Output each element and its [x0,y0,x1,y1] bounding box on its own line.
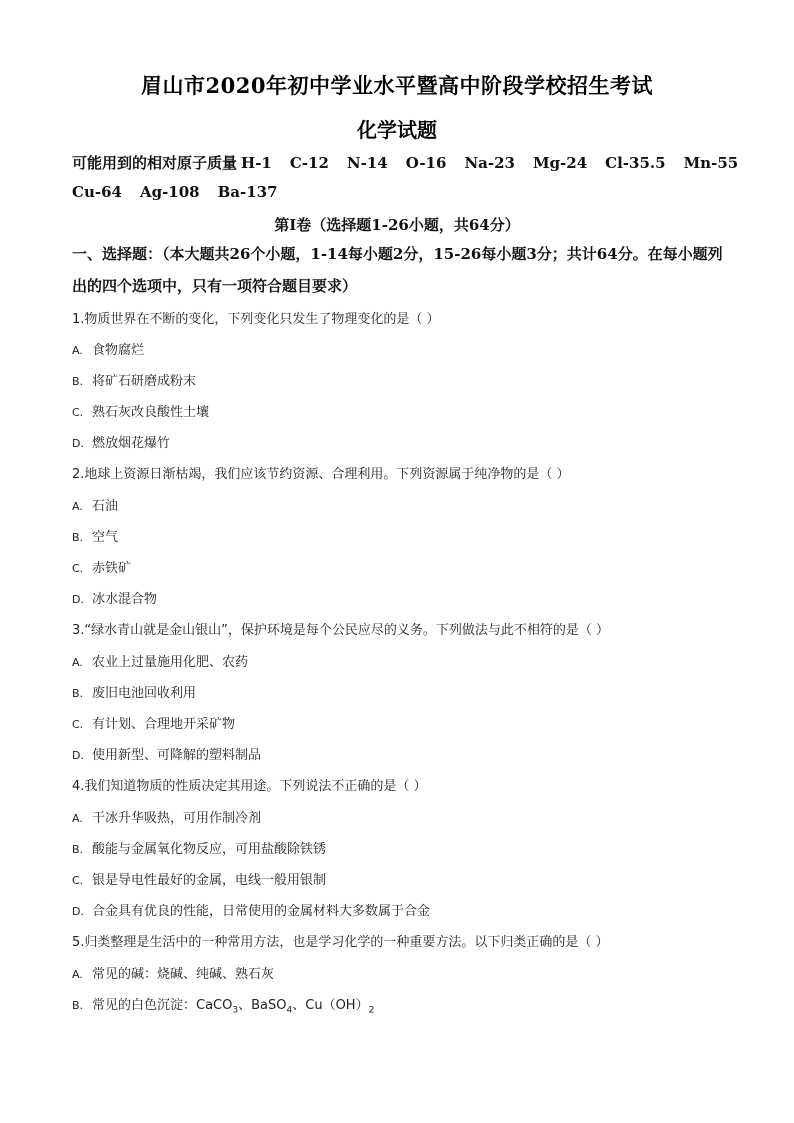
option-letter: D. [72,749,84,762]
option-letter: A. [72,656,83,669]
question-1-option-a[interactable] [72,339,144,358]
mass-ba: Ba-137 [217,183,278,201]
mass-mg: Mg-24 [532,154,588,172]
question-3-option-b[interactable] [72,682,196,701]
question-1-option-b[interactable] [72,370,196,389]
question-4-option-a[interactable] [72,807,261,826]
option-text: 农业上过量施用化肥、农药 [92,655,249,670]
question-1-option-c[interactable] [72,401,209,420]
question-5-option-a[interactable] [72,963,274,982]
option-letter: A. [72,344,83,357]
mass-o: O-16 [405,154,447,172]
option-text: 合金具有优良的性能，日常使用的金属材料大多数属于合金 [92,904,431,919]
option-letter: D. [72,593,84,606]
option-letter: B. [72,531,84,544]
option-text: 常见的白色沉淀： [92,998,197,1013]
option-text: 赤铁矿 [92,561,132,576]
mass-na: Na-23 [464,154,515,172]
option-letter: C. [72,562,84,575]
option-letter: A. [72,812,83,825]
option-letter: B. [72,843,84,856]
option-text: 干冰升华吸热，可用作制冷剂 [92,811,262,826]
formula-cuoh2: $Cu(OH)_2$ [305,998,375,1016]
question-4-stem: 4.我们知道物质的性质决定其用途。下列说法不正确的是（ ） [72,779,427,794]
exam-title: 眉山市2020年初中学业水平暨高中阶段学校招生考试 [141,73,653,98]
option-text: 废旧电池回收利用 [92,686,197,701]
option-letter: D. [72,905,84,918]
option-text: 将矿石研磨成粉末 [92,374,197,389]
question-2-stem: 2.地球上资源日渐枯竭，我们应该节约资源、合理利用。下列资源属于纯净物的是（ ） [72,467,570,482]
question-3-option-c[interactable] [72,713,235,732]
option-letter: A. [72,500,83,513]
question-2-option-c[interactable] [72,557,131,576]
question-3-option-a[interactable] [72,651,248,670]
question-3-option-d[interactable] [72,744,261,763]
option-text: 常见的碱：烧碱、纯碱、熟石灰 [92,967,275,982]
formula-separator: 、 [238,998,252,1013]
formula-separator: 、 [292,998,306,1013]
mass-c: C-12 [289,154,329,172]
option-letter: B. [72,375,84,388]
question-1-option-d[interactable] [72,432,170,451]
atomic-masses-row-2 [72,183,296,201]
option-text: 冰水混合物 [92,592,158,607]
option-text: 石油 [92,499,119,514]
mass-n: N-14 [346,154,388,172]
question-5-option-b[interactable] [72,994,374,1016]
question-5-stem: 5.归类整理是生活中的一种常用方法，也是学习化学的一种重要方法。以下归类正确的是（ ） [72,935,609,950]
option-text: 熟石灰改良酸性土壤 [92,405,210,420]
option-letter: C. [72,406,84,419]
option-text: 银是导电性最好的金属，电线一般用银制 [92,873,327,888]
option-text: 使用新型、可降解的塑料制品 [92,748,262,763]
question-3-stem: 3.“绿水青山就是金山银山”，保护环境是每个公民应尽的义务。下列做法与此不相符的是（ ） [72,623,610,638]
question-4-option-d[interactable] [72,900,430,919]
question-1-stem: 1.物质世界在不断的变化，下列变化只发生了物理变化的是（ ） [72,312,440,327]
mass-h: H-1 [241,154,272,172]
option-text: 酸能与金属氧化物反应，可用盐酸除铁锈 [92,842,327,857]
formula-baso4: BaSO$_4$ [251,998,293,1016]
mass-cl: Cl-35.5 [605,154,666,172]
question-2-option-d[interactable] [72,588,157,607]
option-letter: A. [72,968,83,981]
mass-cu: Cu-64 [72,183,122,201]
volume-title: 第I卷（选择题1-26小题，共64分） [274,216,520,234]
option-letter: B. [72,999,84,1012]
option-letter: B. [72,687,84,700]
question-2-option-a[interactable] [72,495,118,514]
question-4-option-c[interactable] [72,869,326,888]
option-text: 食物腐烂 [92,343,145,358]
section-title: 一、选择题：（本大题共26个小题，1-14每小题2分，15-26每小题3分；共计64分。在每小题列出的四个选项中，只有一项符合题目要求） [72,245,723,295]
exam-subject: 化学试题 [357,118,437,142]
atomic-masses-row-1 [72,152,738,173]
option-text: 有计划、合理地开采矿物 [92,717,236,732]
formula-caco3: CaCO$_3$ [196,998,239,1016]
question-4-option-b[interactable] [72,838,326,857]
option-letter: C. [72,874,84,887]
question-2-option-b[interactable] [72,526,118,545]
option-text: 空气 [92,530,119,545]
mass-mn: Mn-55 [683,154,739,172]
mass-ag: Ag-108 [139,183,200,201]
option-letter: C. [72,718,84,731]
atomic-masses-label: 可能用到的相对原子质量 [72,154,238,172]
option-text: 燃放烟花爆竹 [92,436,171,451]
option-letter: D. [72,437,84,450]
